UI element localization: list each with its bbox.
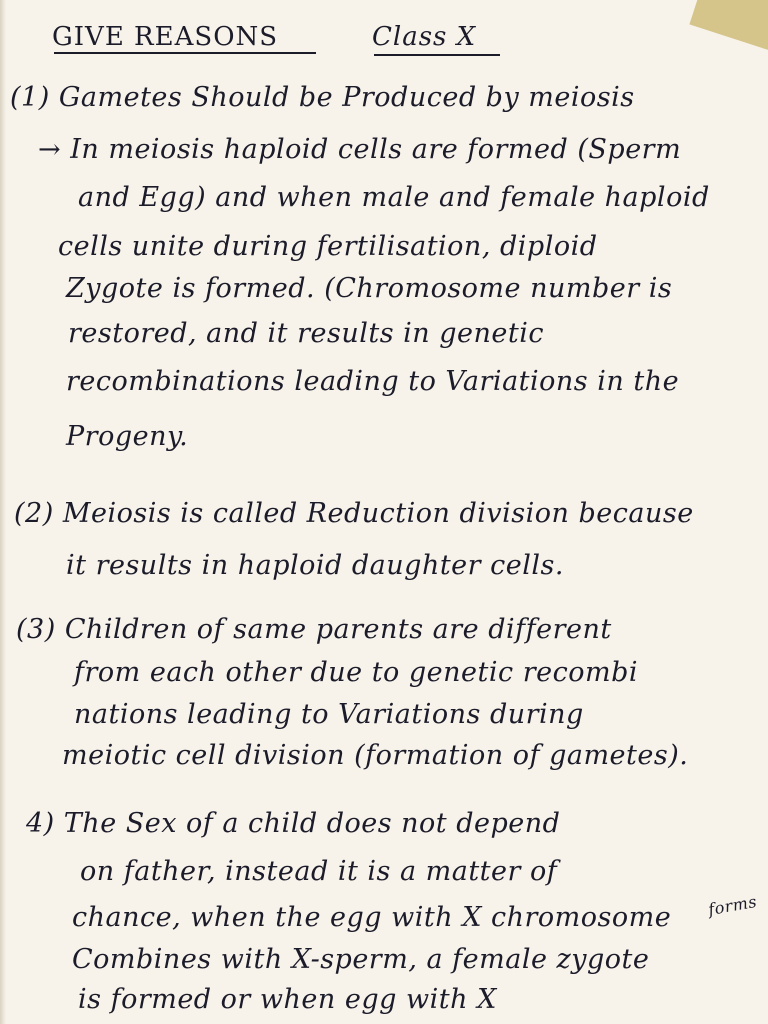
title-underline bbox=[54, 52, 316, 54]
reason-1-line: and Egg) and when male and female haploid bbox=[78, 182, 710, 213]
reason-3-line: from each other due to genetic recombi bbox=[74, 657, 638, 688]
reason-1-line: restored, and it results in genetic bbox=[68, 318, 544, 349]
reason-4-line: chance, when the egg with X chromosome bbox=[72, 902, 672, 933]
reason-1-line: recombinations leading to Variations in the bbox=[66, 366, 680, 397]
reason-4-line: on father, instead it is a matter of bbox=[80, 856, 558, 887]
reason-3-line: meiotic cell division (formation of gametes). bbox=[62, 740, 689, 771]
reason-2-line: it results in haploid daughter cells. bbox=[66, 550, 564, 581]
reason-3-line: nations leading to Variations during bbox=[74, 699, 584, 730]
class-label: Class X bbox=[372, 22, 477, 52]
margin-note: forms bbox=[706, 891, 759, 920]
reason-4-heading: 4) The Sex of a child does not depend bbox=[26, 808, 561, 839]
reason-1-line: Zygote is formed. (Chromosome number is bbox=[66, 273, 673, 304]
reason-2-heading: (2) Meiosis is called Reduction division because bbox=[14, 498, 694, 529]
reason-4-line: Combines with X-sperm, a female zygote bbox=[72, 944, 650, 975]
reason-1-line: → In meiosis haploid cells are formed (Sperm bbox=[38, 134, 682, 165]
reason-3-heading: (3) Children of same parents are different bbox=[16, 614, 612, 645]
reason-1-line: Progeny. bbox=[66, 421, 189, 452]
reason-1-heading: (1) Gametes Should be Produced by meiosis bbox=[10, 82, 635, 113]
reason-1-line: cells unite during fertilisation, diploid bbox=[58, 231, 598, 262]
class-underline bbox=[374, 54, 500, 56]
background-corner bbox=[689, 0, 768, 52]
reason-4-line: is formed or when egg with X bbox=[78, 984, 497, 1015]
page-title: GIVE REASONS bbox=[52, 22, 279, 52]
page-edge-shadow bbox=[0, 0, 6, 1024]
